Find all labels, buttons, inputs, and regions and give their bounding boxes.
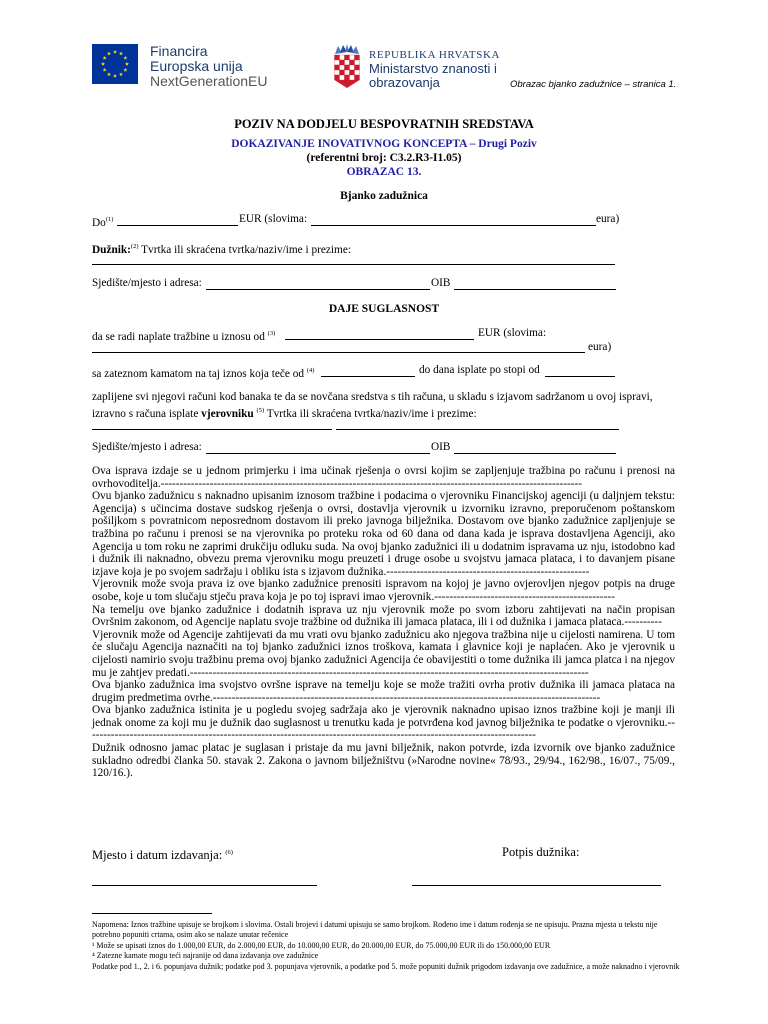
debtor-address-field[interactable] [206,289,430,290]
shield-square [340,75,345,80]
document-title: Bjanko zadužnica [340,190,428,202]
shield-square [345,60,350,65]
debtor-label-line [92,240,351,257]
footnote-ref-3: (3) [267,330,276,337]
eu-funding-text [150,44,268,89]
amount-label [92,213,113,230]
consent-heading: DAJE SUGLASNOST [328,303,440,315]
debtor-oib-field[interactable] [454,289,616,290]
creditor-oib-label: OIB [431,441,451,453]
eur-words-label-2: EUR (slovima: [478,327,547,339]
footnote-4: ⁴ Zatezne kamate mogu teći najranije od dana izdavanja ove zadužnice [92,951,319,961]
legal-paragraph-1: Ova isprava izdaje se u jednom primjerku i ima učinak rješenja o ovrsi kojim se zapljenjuje tražbina po računu i prenosi na ovrhovoditelja.---------------------------------------------------------------------------------------------------------------- [92,465,675,490]
legal-text [92,465,675,780]
footnote-ref-4: (4) [306,367,315,374]
shield-square [345,65,350,70]
debtor-label: Dužnik: [92,244,131,256]
shield-tip [335,80,360,88]
footnote-note: Napomena: Iznos tražbine upisuje se brojkom i slovima. Ostali brojevi i datumi upisuju se samo brojkom. Rođeno ime i datum rođenja se ne upisuju. Prazna mjesta u tekstu nije potrebno popuniti crtama, osim ako se nalaze unutar rečenice [92,920,658,940]
creditor-address-label: Sjedište/mjesto i adresa: [92,441,202,453]
shield-square [340,65,345,70]
footnote-fill-info: Podatke pod 1., 2. i 6. popunjava dužnik; podatke pod 3. popunjava vjerovnik, a podatke pod 5. može popuniti dužnik prigodom izdavanja ove zadužnice, a može naknadno i vjerovnik [92,961,680,971]
place-date-field[interactable] [92,885,317,886]
page-header [0,0,768,105]
shield-square [340,55,345,60]
interest-label [92,364,314,381]
collection-text: da se radi naplate tražbine u iznosu od [92,331,265,343]
shield-square [350,60,355,65]
creditor-name-field-a[interactable] [92,429,332,430]
shield-square [350,70,355,75]
legal-paragraph-7: Ova bjanko zadužnica istinita je u pogledu svojeg sadržaja ako je vjerovnik naknadno upisao iznos tražbine koji je manji ili jednak onome za koji mu je dužnik dao suglasnost u trenutku kada je potvrđena kod javnog bilježnika te podatke o vjerovniku.------------------------------------------------------------------------------------------------------------------------ [92,704,675,742]
shield-square [335,75,340,80]
debtor-address-label: Sjedište/mjesto i adresa: [92,277,202,289]
legal-paragraph-3: Vjerovnik može svoja prava iz ove bjanko zadužnice prenositi ispravom na kojoj je javno ovjerovljen njegov potpis na druge osobe, koje u tom slučaju stječu prava koja je po toj ispravi imao vjerovnik.------------------------------------------------ [92,578,675,603]
shield-square [335,60,340,65]
claim-words-field[interactable] [92,352,585,353]
amount-words-field[interactable] [311,225,596,226]
creditor-name-field-b[interactable] [336,429,619,430]
debtor-name-field[interactable] [92,264,615,265]
republic-name: REPUBLIKA HRVATSKA [369,49,501,61]
seizure-text-2a: izravno s računa isplate [92,408,199,420]
legal-paragraph-2: Ovu bjanko zadužnicu s naknadno upisanim iznosom tražbine i podacima o vjerovniku Financijskoj agenciji (u daljnjem tekstu: Agencija) s učincima dostave sudskog rješenja o ovrsi, dostavlja vjerovnik u izvorniku izravno, preporučenom poštanskom pošiljkom s povratnicom neposrednom dostavom ili preko javnoga bilježnika. Dostavom ove bjanko zadužnice zapljenjuje se tražbina po računu i prenosi se na vjerovnika po proteku roka od 60 dana od dana kada je isprava dostavljena Agenciji, ako Agencija u tom roku ne zaprimi drukčiju odluku suda. Na ovoj bjanko zadužnici ili u dodatnim ispravama uz nju, istodobno kad i dužnik ili naknadno, obvezu prema vjerovniku mogu preuzeti i druge osobe u svojstvu jamaca plataca, i to davanjem pisane izjave koja je po svojem sadržaju i obliku ista s izjavom dužnika.------------------------------------------------------ [92,490,675,578]
footnote-1: ¹ Može se upisati iznos do 1.000,00 EUR, do 2.000,00 EUR, do 10.000,00 EUR, do 20.000,00 EUR, do 75.000,00 EUR ili do 150.000,00 EUR [92,940,551,950]
croatia-coat-of-arms-logo [334,44,360,88]
shield-square [350,65,355,70]
seizure-text-2 [92,404,477,421]
place-date-text: Mjesto i datum izdavanja: [92,848,223,862]
footnote-ref-1: (1) [105,216,114,223]
interest-rate-field[interactable] [545,376,615,377]
amount-field[interactable] [117,225,238,226]
eu-line-1: Financira [150,43,208,59]
legal-paragraph-5: Vjerovnik može od Agencije zahtijevati da mu vrati ovu bjanko zadužnicu ako njegova tražbina nije u cijelosti namirena. U tom će slučaju Agencija naznačiti na toj bjanko zadužnici iznos troškova, kamata i glavnice koji je naplaćen. Ako je vjerovnik u cijelosti namirio svoju tražbinu prema ovoj bjanko zadužnici Agencija će obavijestiti o tome dužnika ili jamca platca i na njegov mu je zahtjev predati.---------------------------------------------------------------------------------------------------------- [92,628,675,679]
page-label: Obrazac bjanko zadužnice – stranica 1. [510,79,677,90]
shield-square [355,70,360,75]
shield-square [350,55,355,60]
footnote-divider [92,913,212,914]
debtor-hint: Tvrtka ili skraćena tvrtka/naziv/ime i prezime: [141,244,351,256]
ministry-line-1: Ministarstvo znanosti i [369,61,497,76]
program-title: DOKAZIVANJE INOVATIVNOG KONCEPTA – Drugi Poziv [231,138,537,150]
interest-text: sa zateznom kamatom na taj iznos koja teče od [92,368,305,380]
collection-label [92,327,275,344]
eura-close-2: eura) [588,341,612,353]
creditor-oib-field[interactable] [454,453,616,454]
shield-square [340,70,345,75]
debtor-oib-label: OIB [431,277,451,289]
shield-square [355,60,360,65]
eu-line-2: Europska unija [150,58,243,74]
shield-square [345,70,350,75]
legal-paragraph-4: Na temelju ove bjanko zadužnice i dodatnih isprava uz nju vjerovnik može po svom izboru zahtijevati na način propisan Ovršnim zakonom, od Agencije naplatu svoje tražbine od dužnika ili jamaca plataca, ili i od dužnika i jamaca plataca.---------- [92,603,675,629]
form-number: OBRAZAC 13. [346,166,422,178]
eura-close: eura) [596,213,620,225]
claim-amount-field[interactable] [285,339,474,340]
eur-words-label: EUR (slovima: [239,213,308,225]
footnote-ref-6: (6) [225,849,233,856]
ministry-text [369,49,500,90]
eu-line-3: NextGenerationEU [150,73,268,89]
seizure-text-1: zaplijene svi njegovi računi kod banaka te da se novčana sredstva s tih računa, u skladu s izjavom sadržanom u ovoj ispravi, [92,391,653,403]
footnote-ref-5: (5) [256,407,265,414]
creditor-address-field[interactable] [206,453,430,454]
signature-field[interactable] [412,885,661,886]
shield-square [355,65,360,70]
shield-square [350,75,355,80]
place-date-label [92,846,233,862]
interest-start-field[interactable] [321,376,415,377]
shield-square [335,65,340,70]
legal-paragraph-6: Ova bjanko zadužnica ima svojstvo ovršne isprave na temelju koje se može tražiti ovrha protiv dužnika ili jamaca plataca na drugim predmetima ovrhe.------------------------------------------------------------------------------------------------------- [92,679,675,704]
shield-square [340,60,345,65]
call-title: POZIV NA DODJELU BESPOVRATNIH SREDSTAVA [234,117,534,131]
ministry-line-2: obrazovanja [369,75,440,90]
shield-square [335,55,340,60]
shield-square [335,70,340,75]
do-label: Do [92,217,106,229]
footnote-ref-2: (2) [130,243,139,250]
shield-square [355,55,360,60]
footnotes [92,920,682,972]
creditor-hint: Tvrtka ili skraćena tvrtka/naziv/ime i prezime: [266,408,477,420]
until-payment-label: do dana isplate po stopi od [419,364,540,376]
shield-square [345,75,350,80]
eu-flag-logo [92,44,138,84]
reference-number: (referentni broj: C3.2.R3-I1.05) [306,152,462,164]
shield-square [345,55,350,60]
shield-square [355,75,360,80]
legal-paragraph-8: Dužnik odnosno jamac platac je suglasan i pristaje da mu javni bilježnik, nakon potvrde, izda izvornik ove bjanko zadužnice sukladno odredbi članka 50. stavak 2. Zakona o javnom bilježništvu (»Narodne novine« 78/93., 29/94., 162/98., 16/07., 75/09., 120/16.). [92,742,675,780]
debtor-signature-label: Potpis dužnika: [502,845,580,859]
creditor-label: vjerovniku [201,408,254,420]
